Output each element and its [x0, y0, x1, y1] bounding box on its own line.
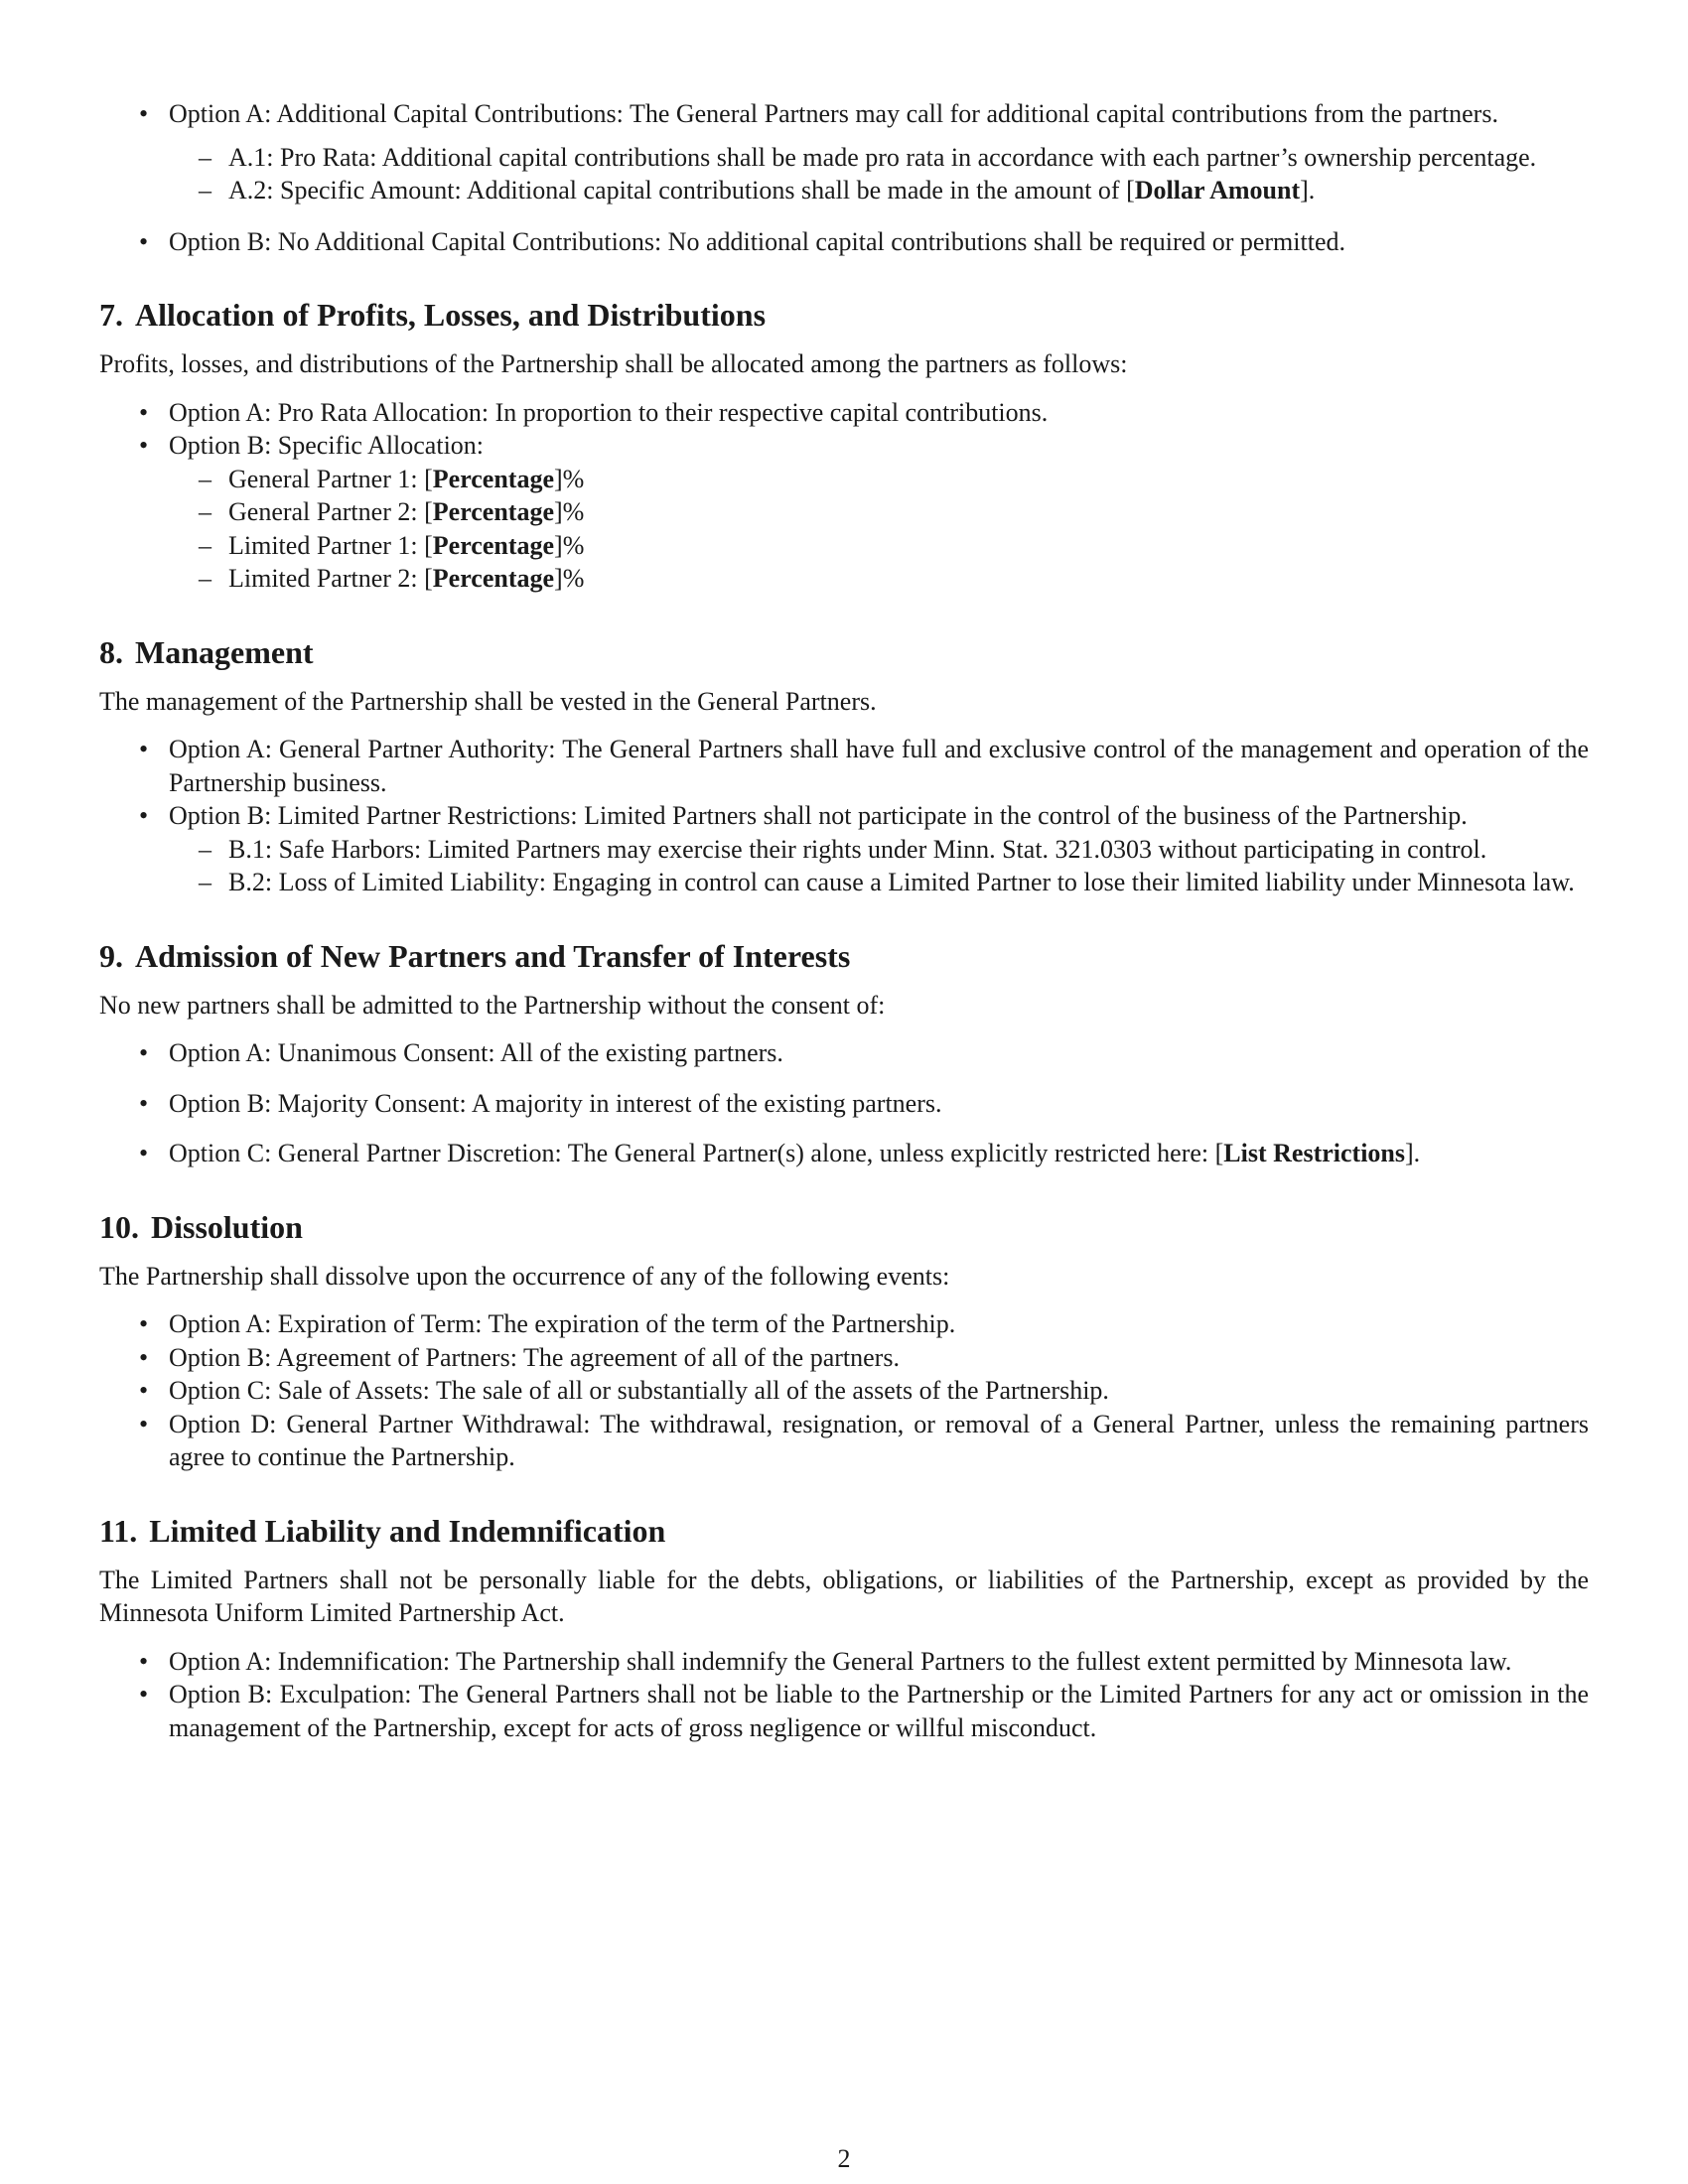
capital-contribution-options: [99, 97, 1589, 258]
placeholder-field: Percentage: [432, 464, 554, 493]
section-intro: Profits, losses, and distributions of the Partnership shall be allocated among the partners as follows:: [99, 349, 1128, 378]
list-item: – General Partner 1: [Percentage]%: [169, 463, 1589, 496]
list-item: • Option B: Majority Consent: A majority in interest of the existing partners.: [99, 1087, 1589, 1121]
management-options: [99, 733, 1589, 899]
placeholder-field: Dollar Amount: [1134, 176, 1301, 205]
placeholder-field: Percentage: [432, 530, 555, 560]
allocation-options: [99, 396, 1589, 596]
list-item: • Option B: Specific Allocation: – General Partner 1: [Percentage]% – General Partner 2: [Percentage]% – Limited Partner 1: [Percentage]% – Limited Partner 2: [Percentage]%: [99, 429, 1589, 596]
list-item: – B.1: Safe Harbors: Limited Partners may exercise their rights under Minn. Stat. 321.0303 without participating in control.: [169, 833, 1589, 867]
list-item: – Limited Partner 1: [Percentage]%: [169, 529, 1589, 563]
liability-options: [99, 1645, 1589, 1745]
list-item: – B.2: Loss of Limited Liability: Engaging in control can cause a Limited Partner to lose their limited liability under Minnesota law.: [169, 866, 1589, 899]
list-item: • Option A: Unanimous Consent: All of the existing partners.: [99, 1036, 1589, 1070]
list-item: • Option D: General Partner Withdrawal: The withdrawal, resignation, or removal of a General Partner, unless the remaining partners agree to continue the Partnership.: [99, 1408, 1589, 1474]
section-heading: 7. Allocation of Profits, Losses, and Distributions: [99, 297, 767, 333]
list-item: • Option B: Exculpation: The General Partners shall not be liable to the Partnership or the Limited Partners for any act or omission in the management of the Partnership, except for acts of gross negligence or willful misconduct.: [99, 1678, 1589, 1744]
placeholder-field: Percentage: [432, 497, 554, 526]
section-heading: 10. Dissolution: [99, 1208, 303, 1245]
list-item: • Option A: General Partner Authority: The General Partners shall have full and exclusive control of the management and operation of the Partnership business.: [99, 733, 1589, 799]
section-intro: The Partnership shall dissolve upon the occurrence of any of the following events:: [99, 1261, 950, 1291]
page-content: [99, 97, 1589, 1744]
section-heading: 11. Limited Liability and Indemnification: [99, 1512, 666, 1549]
list-item: • Option A: Additional Capital Contributions: The General Partners may call for additional capital contributions from the partners. – A.1: Pro Rata: Additional capital contributions shall be made pro rata in accordance with each partner’s ownership percentage. – A.2: Specific Amount: Additional capital contributions shall be made in the amount of [Dollar Amount].: [99, 97, 1589, 207]
section-intro: The management of the Partnership shall be vested in the General Partners.: [99, 686, 877, 716]
dissolution-options: [99, 1307, 1589, 1474]
section-heading: 9. Admission of New Partners and Transfer of Interests: [99, 937, 851, 974]
placeholder-field: Percentage: [432, 564, 555, 593]
page-number: 2: [837, 2144, 851, 2173]
list-item: • Option C: Sale of Assets: The sale of all or substantially all of the assets of the Partnership.: [99, 1374, 1589, 1408]
list-item: – General Partner 2: [Percentage]%: [169, 495, 1589, 529]
placeholder-field: List Restrictions: [1223, 1139, 1405, 1167]
list-item: • Option A: Pro Rata Allocation: In proportion to their respective capital contributions.: [99, 396, 1589, 430]
list-item: • Option B: Agreement of Partners: The agreement of all of the partners.: [99, 1341, 1589, 1375]
list-item: • Option B: Limited Partner Restrictions: Limited Partners shall not participate in the control of the business of the Partnership. – B.1: Safe Harbors: Limited Partners may exercise their rights under Minn. Stat. 321.0303 without participating in control. – B.2: Loss of Limited Liability: Engaging in control can cause a Limited Partner to lose their limited liability under Minnesota law.: [99, 799, 1589, 899]
list-item: – A.2: Specific Amount: Additional capital contributions shall be made in the amount of [Dollar Amount].: [169, 174, 1589, 207]
list-item: • Option B: No Additional Capital Contributions: No additional capital contributions shall be required or permitted.: [99, 225, 1589, 259]
list-item: • Option C: General Partner Discretion: The General Partner(s) alone, unless explicitly restricted here: [List Restrictions].: [99, 1137, 1589, 1170]
section-heading: 8. Management: [99, 633, 314, 670]
list-item: – A.1: Pro Rata: Additional capital contributions shall be made pro rata in accordance with each partner’s ownership percentage.: [169, 141, 1589, 175]
list-item: • Option A: Indemnification: The Partnership shall indemnify the General Partners to the fullest extent permitted by Minnesota law.: [99, 1645, 1589, 1679]
list-item: • Option A: Expiration of Term: The expiration of the term of the Partnership.: [99, 1307, 1589, 1341]
section-intro: The Limited Partners shall not be personally liable for the debts, obligations, or liabilities of the Partnership, except as provided by the Minnesota Uniform Limited Partnership Act.: [99, 1565, 1589, 1627]
section-intro: No new partners shall be admitted to the Partnership without the consent of:: [99, 990, 886, 1020]
admission-options: [99, 1036, 1589, 1170]
list-item: – Limited Partner 2: [Percentage]%: [169, 562, 1589, 596]
